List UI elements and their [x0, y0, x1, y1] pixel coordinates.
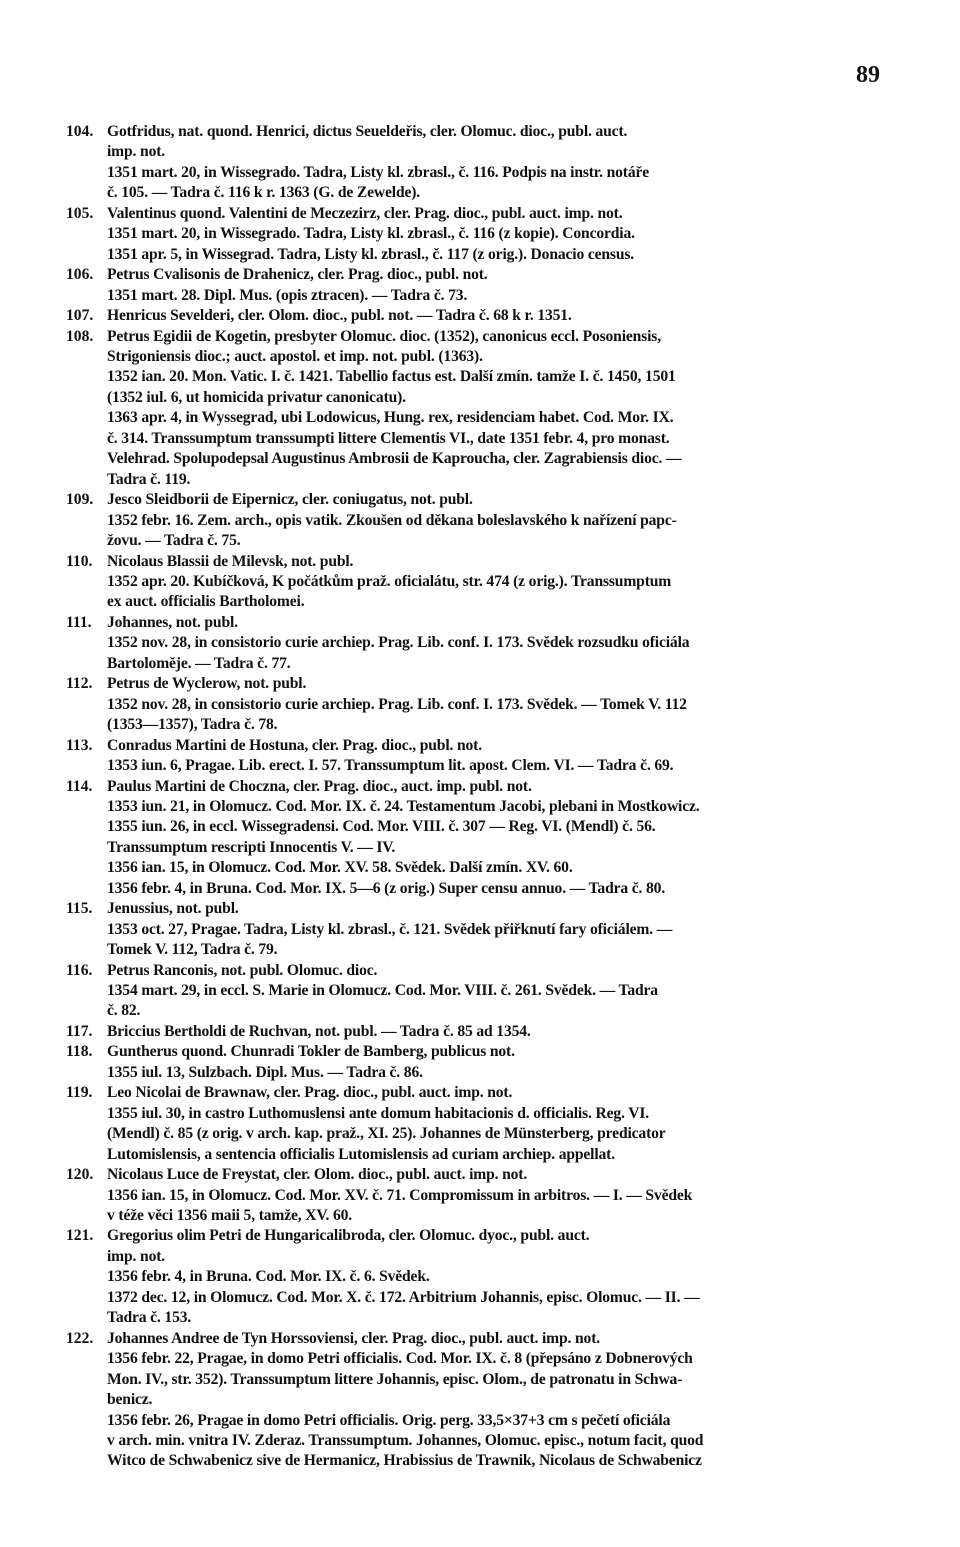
entry	[66, 1042, 886, 1083]
entry	[66, 265, 886, 306]
entry-number: 109.	[66, 491, 94, 509]
entry-list	[66, 122, 886, 1472]
entry-line: Jesco Sleidborii de Eipernicz, cler. coniugatus, not. publ.	[107, 491, 473, 509]
entry	[66, 613, 886, 674]
entry-line: Johannes Andree de Tyn Horssoviensi, cler. Prag. dioc., publ. auct. imp. not.	[107, 1329, 600, 1347]
entry-line: Guntherus quond. Chunradi Tokler de Bamberg, publicus not.	[107, 1043, 515, 1061]
entry-line: 1356 ian. 15, in Olomucz. Cod. Mor. XV. č. 71. Compromissum in arbitros. — I. — Svědek	[107, 1186, 693, 1204]
entry-line: Strigoniensis dioc.; auct. apostol. et imp. not. publ. (1363).	[107, 347, 483, 365]
entry-line: 1354 mart. 29, in eccl. S. Marie in Olomucz. Cod. Mor. VIII. č. 261. Svědek. — Tadra	[107, 982, 658, 1000]
entry-line: Briccius Bertholdi de Ruchvan, not. publ. — Tadra č. 85 ad 1354.	[107, 1022, 531, 1040]
entry-line: Valentinus quond. Valentini de Meczezirz, cler. Prag. dioc., publ. auct. imp. not.	[107, 204, 623, 222]
entry-number: 110.	[66, 552, 93, 570]
entry-number: 115.	[66, 900, 93, 918]
entry-number: 113.	[66, 736, 93, 754]
entry-line: ex auct. officialis Bartholomei.	[107, 593, 305, 611]
entry-line: Henricus Sevelderi, cler. Olom. dioc., publ. not. — Tadra č. 68 k r. 1351.	[107, 307, 572, 325]
entry	[66, 1165, 886, 1226]
entry-line: 1352 nov. 28, in consistorio curie archiep. Prag. Lib. conf. I. 173. Svědek. — Tomek V. 112	[107, 695, 687, 713]
entry-line: Petrus Egidii de Kogetin, presbyter Olomuc. dioc. (1352), canonicus eccl. Posoniensis,	[107, 327, 661, 345]
entry-line: 1352 ian. 20. Mon. Vatic. I. č. 1421. Tabellio factus est. Další zmín. tamže I. č. 1450, 1501	[107, 368, 676, 386]
entry-number: 114.	[66, 777, 93, 795]
entry-line: 1356 febr. 4, in Bruna. Cod. Mor. IX. 5—6 (z orig.) Super censu annuo. — Tadra č. 80.	[107, 879, 666, 897]
entry-line: Gotfridus, nat. quond. Henrici, dictus Seueldeřis, cler. Olomuc. dioc., publ. auct.	[107, 123, 628, 140]
entry	[66, 1226, 886, 1328]
entry	[66, 552, 886, 613]
entry-line: Bartoloměje. — Tadra č. 77.	[107, 654, 291, 672]
entry-number: 121.	[66, 1227, 94, 1245]
entry	[66, 1329, 886, 1472]
entry-line: 1351 mart. 20, in Wissegrado. Tadra, Listy kl. zbrasl., č. 116 (z kopie). Concordia.	[107, 225, 635, 243]
entry-line: 1356 febr. 22, Pragae, in domo Petri officialis. Cod. Mor. IX. č. 8 (přepsáno z Dobnerových	[107, 1350, 693, 1368]
entry-line: imp. not.	[107, 143, 166, 161]
entry	[66, 327, 886, 491]
entry-line: (1352 iul. 6, ut homicida privatur canonicatu).	[107, 388, 406, 406]
entry-line: benicz.	[107, 1391, 153, 1409]
entry-line: Petrus Cvalisonis de Drahenicz, cler. Prag. dioc., publ. not.	[107, 266, 488, 284]
entry-line: Petrus Ranconis, not. publ. Olomuc. dioc.	[107, 961, 378, 979]
entry-line: 1355 iul. 30, in castro Luthomuslensi ante domum habitacionis d. officialis. Reg. VI.	[107, 1104, 650, 1122]
entry-line: Mon. IV., str. 352). Transsumptum littere Johannis, episc. Olom., de patronatu in Schwa-	[107, 1370, 683, 1388]
entry-line: 1356 ian. 15, in Olomucz. Cod. Mor. XV. 58. Svědek. Další zmín. XV. 60.	[107, 859, 573, 877]
entry	[66, 1083, 886, 1165]
entry-line: Nicolaus Luce de Freystat, cler. Olom. dioc., publ. auct. imp. not.	[107, 1166, 528, 1184]
entry-number: 117.	[66, 1022, 93, 1040]
entry-line: 1352 febr. 16. Zem. arch., opis vatik. Zkoušen od děkana boleslavského k nařízení papc-	[107, 511, 677, 529]
page-number: 89	[856, 62, 880, 88]
entry	[66, 777, 886, 900]
entry-number: 116.	[66, 961, 93, 979]
entry-number: 120.	[66, 1166, 94, 1184]
entry-line: 1351 mart. 28. Dipl. Mus. (opis ztracen). — Tadra č. 73.	[107, 286, 468, 304]
entry-line: 1356 febr. 4, in Bruna. Cod. Mor. IX. č. 6. Svědek.	[107, 1268, 430, 1286]
entry	[66, 122, 886, 204]
entry-line: 1353 iun. 21, in Olomucz. Cod. Mor. IX. č. 24. Testamentum Jacobi, plebani in Mostkowicz.	[107, 797, 700, 815]
entry-line: Witco de Schwabenicz sive de Hermanicz, Hrabissius de Trawnik, Nicolaus de Schwabenicz	[107, 1452, 702, 1470]
entry-number: 111.	[66, 613, 92, 631]
entry-line: Leo Nicolai de Brawnaw, cler. Prag. dioc., publ. auct. imp. not.	[107, 1084, 513, 1102]
entry-number: 105.	[66, 204, 94, 222]
entry-line: Transsumptum rescripti Innocentis V. — IV.	[107, 838, 396, 856]
entry-line: 1352 apr. 20. Kubíčková, K počátkům praž. oficialátu, str. 474 (z orig.). Transsumptum	[107, 572, 672, 590]
entry-line: Nicolaus Blassii de Milevsk, not. publ.	[107, 552, 354, 570]
entry-line: 1353 iun. 6, Pragae. Lib. erect. I. 57. Transsumptum lit. apost. Clem. VI. — Tadra č. 69.	[107, 757, 674, 775]
entry-line: v arch. min. vnitra IV. Zderaz. Transsumptum. Johannes, Olomuc. episc., notum facit, quod	[107, 1432, 704, 1449]
entry-line: Petrus de Wyclerow, not. publ.	[107, 675, 307, 693]
entry-number: 119.	[66, 1084, 93, 1102]
entry	[66, 674, 886, 735]
entry-line: 1351 mart. 20, in Wissegrado. Tadra, Listy kl. zbrasl., č. 116. Podpis na instr. notáře	[107, 163, 650, 181]
entry	[66, 736, 886, 777]
entry-number: 107.	[66, 307, 94, 325]
entry-line: 1353 oct. 27, Pragae. Tadra, Listy kl. zbrasl., č. 121. Svědek přiřknutí fary oficiálem. —	[107, 920, 673, 938]
entry-line: 1363 apr. 4, in Wyssegrad, ubi Lodowicus, Hung. rex, residenciam habet. Cod. Mor. IX.	[107, 409, 674, 427]
entry-line: č. 314. Transsumptum transsumpti littere Clementis VI., date 1351 febr. 4, pro monast.	[107, 429, 670, 447]
entry-line: 1351 apr. 5, in Wissegrad. Tadra, Listy kl. zbrasl., č. 117 (z orig.). Donacio census.	[107, 245, 635, 263]
entry-line: Johannes, not. publ.	[107, 613, 238, 631]
entry-line: Tadra č. 119.	[107, 470, 191, 488]
entry-line: č. 82.	[107, 1002, 141, 1020]
entry-line: imp. not.	[107, 1247, 166, 1265]
entry	[66, 306, 886, 326]
entry	[66, 961, 886, 1022]
entry	[66, 1022, 886, 1042]
entry-line: Jenussius, not. publ.	[107, 900, 239, 918]
entry-line: v téže věci 1356 maii 5, tamže, XV. 60.	[107, 1207, 353, 1225]
entry-line: Paulus Martini de Choczna, cler. Prag. dioc., auct. imp. publ. not.	[107, 777, 532, 795]
entry-line: 1372 dec. 12, in Olomucz. Cod. Mor. X. č. 172. Arbitrium Johannis, episc. Olomuc. — II. —	[107, 1288, 700, 1306]
entry-line: Tadra č. 153.	[107, 1309, 192, 1327]
entry-line: Tomek V. 112, Tadra č. 79.	[107, 941, 278, 959]
entry-number: 118.	[66, 1043, 93, 1061]
entry-line: žovu. — Tadra č. 75.	[107, 532, 241, 550]
entry-number: 112.	[66, 675, 93, 693]
entry-line: 1356 febr. 26, Pragae in domo Petri officialis. Orig. perg. 33,5×37+3 cm s pečetí oficiála	[107, 1411, 671, 1429]
entry-number: 122.	[66, 1329, 94, 1347]
entry-line: 1352 nov. 28, in consistorio curie archiep. Prag. Lib. conf. I. 173. Svědek rozsudku oficiála	[107, 634, 690, 652]
entry-line: 1355 iun. 26, in eccl. Wissegradensi. Cod. Mor. VIII. č. 307 — Reg. VI. (Mendl) č. 56.	[107, 818, 656, 836]
entry-line: Gregorius olim Petri de Hungaricalibroda, cler. Olomuc. dyoc., publ. auct.	[107, 1227, 590, 1245]
entry	[66, 204, 886, 265]
entry-line: 1355 iul. 13, Sulzbach. Dipl. Mus. — Tadra č. 86.	[107, 1063, 423, 1081]
entry-number: 108.	[66, 327, 94, 345]
entry	[66, 490, 886, 551]
entry-line: (Mendl) č. 85 (z orig. v arch. kap. praž., XI. 25). Johannes de Münsterberg, predicator	[107, 1125, 666, 1143]
entry	[66, 899, 886, 960]
entry-number: 106.	[66, 266, 94, 284]
entry-number: 104.	[66, 123, 94, 140]
entry-line: č. 105. — Tadra č. 116 k r. 1363 (G. de Zewelde).	[107, 184, 421, 202]
entry-line: Velehrad. Spolupodepsal Augustinus Ambrosii de Kaproucha, cler. Zagrabiensis dioc. —	[107, 450, 682, 468]
entry-line: Lutomislensis, a sentencia officialis Lutomislensis ad curiam archiep. appellat.	[107, 1145, 615, 1163]
entry-line: Conradus Martini de Hostuna, cler. Prag. dioc., publ. not.	[107, 736, 482, 754]
entry-line: (1353—1357), Tadra č. 78.	[107, 716, 278, 734]
